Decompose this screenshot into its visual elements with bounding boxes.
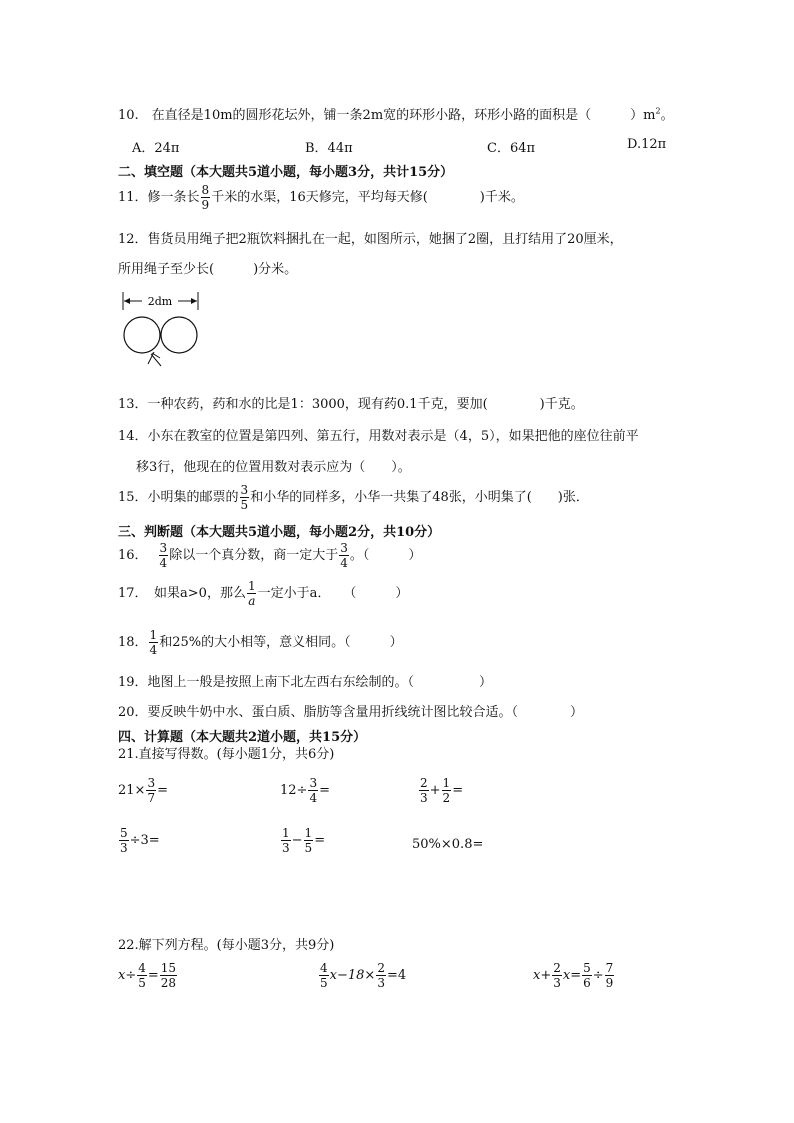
fraction: $\frac{1}{2}$ xyxy=(442,776,451,805)
equation-2: $\frac{4}{5}$ x−18× $\frac{2}{3}$ =4 xyxy=(320,961,407,990)
question-10: 10. 在直径是10m的圆形花坛外，铺一条2m宽的环形小路，环形小路的面积是（ ）$m^2$。 xyxy=(118,106,674,123)
fraction: $\frac{3}{4}$ xyxy=(340,541,348,570)
question-22-title: 22.解下列方程。(每小题3分，共9分) xyxy=(118,938,335,953)
fraction: $\frac{15}{28}$ xyxy=(160,961,177,990)
question-19: 19．地图上一般是按照上南下北左西右东绘制的。（ ） xyxy=(118,675,493,690)
fraction: $\frac{2}{3}$ xyxy=(420,776,428,805)
expression-1: 21× $\frac{3}{7}$ = xyxy=(118,776,168,805)
equation-3: x+ $\frac{2}{3}$ x= $\frac{5}{6}$ ÷ $\frac{7}{9}$ xyxy=(533,961,614,990)
expression-6: 50%×0.8= xyxy=(412,837,484,852)
option-b: B．44π xyxy=(305,141,353,156)
fraction: $\frac{5}{3}$ xyxy=(120,826,128,855)
question-18: 18． $\frac{1}{4}$ 和25%的大小相等，意义相同。（ ） xyxy=(118,628,403,657)
knot-icon xyxy=(148,352,161,366)
question-13: 13．一种农药，药和水的比是1：3000，现有药0.1千克，要加( )千克。 xyxy=(118,397,584,412)
arrow-right-icon xyxy=(191,298,197,304)
option-a: A．24π xyxy=(132,141,180,156)
fraction: $\frac{3}{5}$ xyxy=(240,483,249,512)
bottle-right xyxy=(161,317,197,353)
section-4-heading: 四、计算题（本大题共2道小题，共15分） xyxy=(118,730,367,745)
expression-4: $\frac{5}{3}$ ÷3= xyxy=(120,826,160,855)
fraction: $\frac{8}{9}$ xyxy=(201,183,210,212)
question-12-line-2: 所用绳子至少长( )分米。 xyxy=(118,262,298,277)
expression-2: 12÷ $\frac{3}{4}$ = xyxy=(280,776,330,805)
fraction: $\frac{5}{6}$ xyxy=(583,961,591,990)
expression-5: $\frac{1}{3}$ − $\frac{1}{5}$ = xyxy=(282,826,326,855)
question-14-line-2: 移3行，他现在的位置用数对表示应为（ ）。 xyxy=(136,460,411,475)
fraction: $\frac{1}{a}$ xyxy=(247,579,256,608)
fraction: $\frac{1}{4}$ xyxy=(149,628,158,657)
arrow-left-icon xyxy=(124,298,130,304)
bottle-left xyxy=(124,317,160,353)
question-11: 11．修一条长 $\frac{8}{9}$ 千米的水渠，16天修完，平均每天修( )千米。 xyxy=(118,183,524,212)
fraction: $\frac{3}{4}$ xyxy=(159,541,168,570)
section-2-heading: 二、填空题（本大题共5道小题，每小题3分，共计15分） xyxy=(118,165,454,180)
dimension-label: 2dm xyxy=(147,295,173,308)
fraction: $\frac{3}{4}$ xyxy=(309,776,318,805)
fraction: $\frac{4}{5}$ xyxy=(138,961,146,990)
fraction: $\frac{3}{7}$ xyxy=(147,776,156,805)
question-16: 16． $\frac{3}{4}$ 除以一个真分数，商一定大于 $\frac{3}{4}$ 。（ ） xyxy=(118,541,422,570)
option-d: D.12π xyxy=(627,137,667,152)
section-3-heading: 三、判断题（本大题共5道小题，每小题2分，共10分） xyxy=(118,525,441,540)
question-20: 20．要反映牛奶中水、蛋白质、脂肪等含量用折线统计图比较合适。（ ） xyxy=(118,705,584,720)
question-21-title: 21.直接写得数。(每小题1分，共6分) xyxy=(118,747,335,762)
expression-3: $\frac{2}{3}$ + $\frac{1}{2}$ = xyxy=(420,776,464,805)
fraction: $\frac{1}{3}$ xyxy=(282,826,290,855)
option-c: C．64π xyxy=(487,141,536,156)
fraction: $\frac{7}{9}$ xyxy=(605,961,614,990)
bottles-figure xyxy=(116,286,208,368)
question-14-line-1: 14．小东在教室的位置是第四列、第五行，用数对表示是（4，5），如果把他的座位往前平 xyxy=(118,429,639,444)
fraction: $\frac{2}{3}$ xyxy=(553,961,561,990)
fraction: $\frac{4}{5}$ xyxy=(320,961,328,990)
equation-1: x÷ $\frac{4}{5}$ = $\frac{15}{28}$ xyxy=(118,961,177,990)
question-15: 15．小明集的邮票的 $\frac{3}{5}$ 和小华的同样多，小华一共集了48张，小明集了( )张． xyxy=(118,483,589,512)
question-17: 17． 如果a>0，那么 $\frac{1}{a}$ 一定小于a． （ ） xyxy=(118,579,409,608)
fraction: $\frac{2}{3}$ xyxy=(377,961,385,990)
fraction: $\frac{1}{5}$ xyxy=(304,826,313,855)
question-12-line-1: 12．售货员用绳子把2瓶饮料捆扎在一起，如图所示，她捆了2圈，且打结用了20厘米， xyxy=(118,232,623,247)
